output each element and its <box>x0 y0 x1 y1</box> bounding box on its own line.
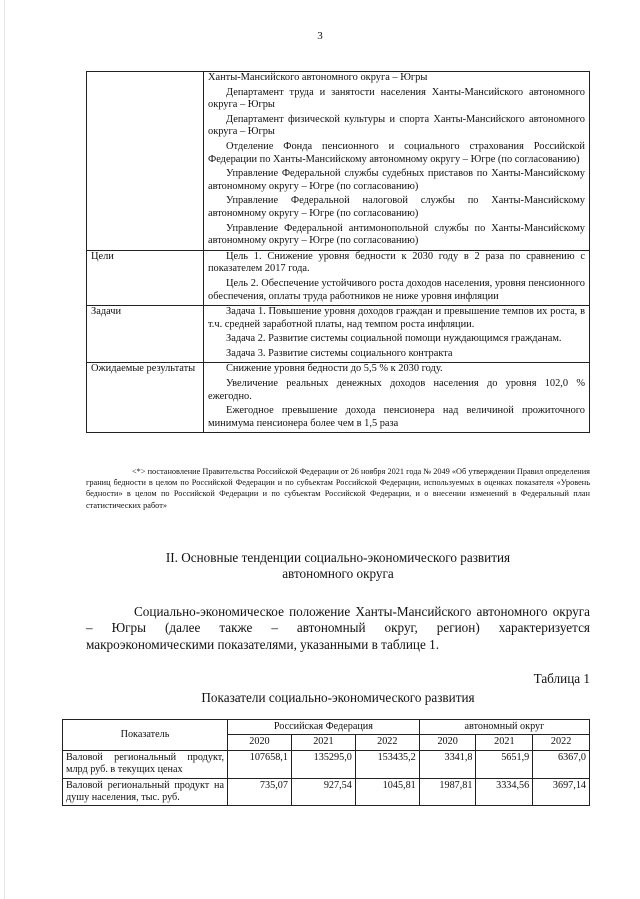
executors-row <box>87 72 590 251</box>
results-label: Ожидаемые результаты <box>87 363 204 433</box>
cell-value: 3341,8 <box>419 750 476 778</box>
cell-value: 735,07 <box>228 778 292 806</box>
table-label: Таблица 1 <box>533 671 590 686</box>
year-header: 2020 <box>419 735 476 750</box>
indicators-table <box>62 719 590 806</box>
cell-value: 6367,0 <box>533 750 590 778</box>
section-paragraph: Социально-экономическое положение Ханты-Мансийского автономного округа – Югры (далее также – автономный округ, регион) характеризуется макроэкономическими показателями, указанными в таблице 1. <box>86 604 590 652</box>
goals-label: Цели <box>87 250 204 305</box>
cell-value: 3697,14 <box>533 778 590 806</box>
section-title-line2: автономного округа <box>282 566 394 581</box>
row-name: Валовой региональный продукт, млрд руб. в текущих ценах <box>63 750 228 778</box>
year-header: 2022 <box>355 735 419 750</box>
table-header-row <box>63 720 590 735</box>
result-item: Ежегодное превышение дохода пенсионера над величиной прожиточного минимума пенсионера более чем в 1,5 раза <box>208 405 585 429</box>
section-title-line1: II. Основные тенденции социально-экономического развития <box>165 550 511 565</box>
result-item: Увеличение реальных денежных доходов населения до уровня 102,0 % ежегодно. <box>208 378 585 402</box>
executor-item: Департамент труда и занятости населения Ханты-Мансийского автономного округа – Югры <box>208 86 585 111</box>
year-header: 2020 <box>228 735 292 750</box>
footnote <box>86 466 590 511</box>
year-header: 2022 <box>533 735 590 750</box>
cell-value: 107658,1 <box>228 750 292 778</box>
task-item: Задача 3. Развитие системы социального контракта <box>226 347 453 359</box>
tasks-cell <box>204 306 590 363</box>
page-number: 3 <box>317 30 323 42</box>
cell-value: 927,54 <box>291 778 355 806</box>
goal-item: Цель 1. Снижение уровня бедности к 2030 году в 2 раза по сравнению с показателем 2017 года. <box>208 250 585 275</box>
task-item: Задача 1. Повышение уровня доходов граждан и превышение темпов их роста, в т.ч. средней заработной платы, над темпом роста инфляции. <box>208 306 585 330</box>
executor-item: Ханты-Мансийского автономного округа – Югры <box>208 72 428 83</box>
table-row <box>63 778 590 806</box>
footnote-text: <*> постановление Правительства Российской Федерации от 26 ноября 2021 года № 2049 «Об утверждении Правил определения границ бедности в целом по Российской Федерации и по субъектам Российской Федерации, используемых в оценках показателя «Уровень бедности» в целом по Российской Федерации и по субъектам Российской Федерации, и о внесении изменений в Федеральный план статистических работ» <box>86 467 590 510</box>
executors-cell <box>204 72 590 251</box>
goal-item: Цель 2. Обеспечение устойчивого роста доходов населения, уровня пенсионного обеспечения, оплаты труда работников не ниже уровня инфляции <box>208 277 585 302</box>
executor-item: Управление Федеральной службы судебных приставов по Ханты-Мансийскому автономному округу – Югре (по согласованию) <box>208 168 585 192</box>
header-group-ao: автономный округ <box>419 720 589 735</box>
executor-item: Управление Федеральной антимонопольной службы по Ханты-Мансийскому автономному округу – Югре (по согласованию) <box>208 222 585 247</box>
header-group-rf: Российская Федерация <box>228 720 420 735</box>
results-row <box>87 363 590 433</box>
cell-value: 3334,56 <box>476 778 533 806</box>
scan-edge <box>4 0 5 899</box>
executor-item: Отделение Фонда пенсионного и социального страхования Российской Федерации по Ханты-Мансийскому автономному округу – Югре (по согласованию) <box>208 140 585 165</box>
cell-value: 153435,2 <box>355 750 419 778</box>
cell-value: 5651,9 <box>476 750 533 778</box>
task-item: Задача 2. Развитие системы социальной помощи нуждающимся гражданам. <box>226 333 562 345</box>
executor-item: Управление Федеральной налоговой службы по Ханты-Мансийскому автономному округу – Югре (по согласованию) <box>208 195 585 219</box>
program-passport-table <box>86 71 590 433</box>
tasks-label: Задачи <box>87 306 204 363</box>
result-item: Снижение уровня бедности до 5,5 % к 2030 году. <box>226 363 443 375</box>
cell-value: 1045,81 <box>355 778 419 806</box>
header-indicator: Показатель <box>63 720 228 751</box>
cell-value: 135295,0 <box>291 750 355 778</box>
executors-label-cell <box>87 72 204 251</box>
cell-value: 1987,81 <box>419 778 476 806</box>
year-header: 2021 <box>291 735 355 750</box>
goals-row <box>87 250 590 305</box>
results-cell <box>204 363 590 433</box>
section-title <box>86 550 590 582</box>
tasks-row <box>87 306 590 363</box>
goals-cell <box>204 250 590 305</box>
row-name: Валовой региональный продукт на душу населения, тыс. руб. <box>63 778 228 806</box>
year-header: 2021 <box>476 735 533 750</box>
executor-item: Департамент физической культуры и спорта Ханты-Мансийского автономного округа – Югры <box>208 113 585 138</box>
table-title: Показатели социально-экономического развития <box>201 690 475 705</box>
table-row <box>63 750 590 778</box>
